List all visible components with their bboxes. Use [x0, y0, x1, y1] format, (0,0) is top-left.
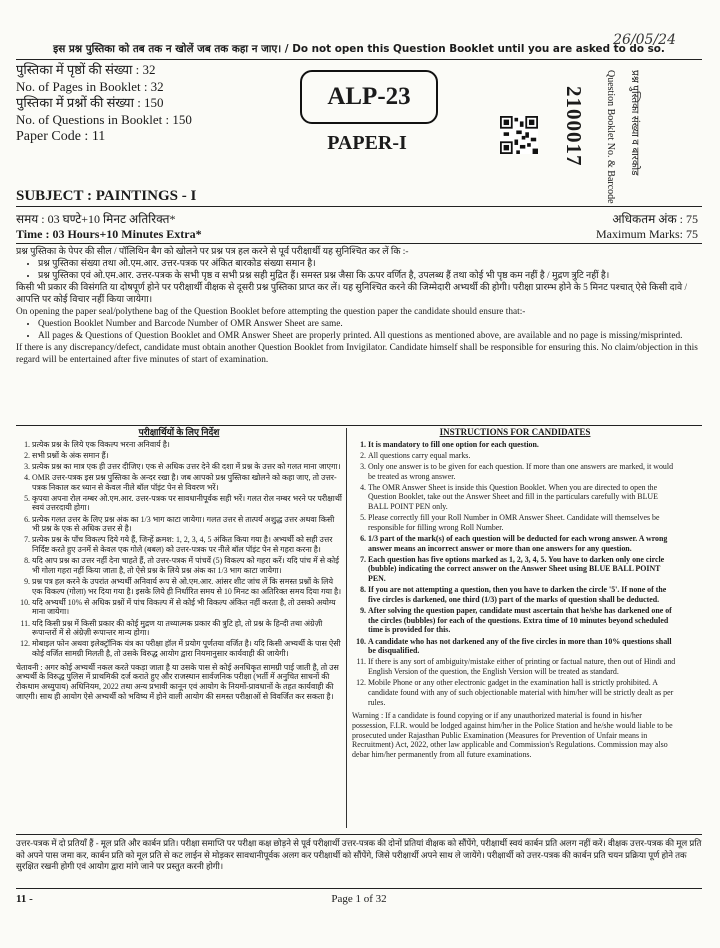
instructions-hindi-title: परीक्षार्थियों के लिए निर्देश — [138, 427, 220, 437]
barcode-qr-icon — [500, 116, 538, 154]
instruction-english-item: 3. Only one answer is to be given for each question. If more than one answers are marked, it would be treated as wrong answer. — [368, 462, 678, 481]
instruction-english-item: 5. Please correctly fill your Roll Number in OMR Answer Sheet. Candidate will themselves be responsible for filling wrong Roll Number. — [368, 513, 678, 532]
instruction-english-item: 7. Each question has five options marked as 1, 2, 3, 4, 5. You have to darken only one circle (bubble) indicating the correct answer on the Answer Sheet using BLUE BALL POINT PEN. — [368, 555, 678, 584]
instruction-english-item: 6. 1/3 part of the mark(s) of each question will be deducted for each wrong answer. A wrong answer means an incorrect answer or more than one answers for any question. — [368, 534, 678, 553]
instruction-hindi-item: 10. यदि अभ्यर्थी 10% से अधिक प्रश्नों में पांच विकल्प में से कोई भी विकल्प अंकित नहीं करता है, तो उसको अयोग्य माना जायेगा। — [32, 598, 342, 617]
instruction-english-item: 8. If you are not attempting a question, then you have to darken the circle '5'. If none of the five circles is darkened, one third (1/3) part of the marks of question shall be deducted. — [368, 585, 678, 604]
serial-number: 2100017 — [562, 86, 586, 167]
general-intro-english: On opening the paper seal/polythene bag of the Question Booklet before attempting the question paper the candidate should ensure that:- — [16, 307, 526, 317]
pages-english: No. of Pages in Booklet : 32 — [16, 78, 164, 94]
instruction-english-item: 12. Mobile Phone or any other electronic gadget in the examination hall is strictly prohibited. A candidate found with any of such objectionable material with him/her will be strictly dealt as per rules. — [368, 678, 678, 707]
instruction-hindi-item: 11. यदि किसी प्रश्न में किसी प्रकार की कोई मुद्रण या तथ्यात्मक प्रकार की त्रुटि हो, तो प्रश्न के हिन्दी तथा अंग्रेज़ी रूपान्तरों में से अंग्रेज़ी रूपान्तर मान्य होगा। — [32, 619, 342, 638]
instruction-hindi-item: 3. प्रत्येक प्रश्न का मात्र एक ही उत्तर दीजिए। एक से अधिक उत्तर देने की दशा में प्रश्न के उत्तर को गलत माना जाएगा। — [32, 462, 342, 472]
booklet-serial — [544, 86, 600, 196]
instruction-english-item: 10. A candidate who has not darkened any of the five circles in more than 10% questions shall be disqualified. — [368, 637, 678, 656]
do-not-open-banner: इस प्रश्न पुस्तिका को तब तक न खोलें जब तक कहा न जाए। / Do not open this Question Booklet until you are asked to do so. — [16, 42, 702, 60]
barcode-label-hindi: प्रश्न पुस्तिका संख्या व बारकोड — [629, 70, 640, 176]
general-bullet-hindi-1: • प्रश्न पुस्तिका संख्या तथा ओ.एम.आर. उत्तर-पत्रक पर अंकित बारकोड संख्या समान है। — [38, 258, 702, 270]
instruction-hindi-item: 12. मोबाइल फोन अथवा इलेक्ट्रॉनिक यंत्र का परीक्षा हॉल में प्रयोग पूर्णतया वर्जित है। यदि किसी अभ्यर्थी के पास ऐसी कोई वर्जित सामग्री मिलती है, तो उसके विरुद्ध आयोग द्वारा नियमानुसार कार्यवाही की जायेगी। — [32, 639, 342, 658]
divider — [16, 206, 702, 207]
general-intro-hindi: प्रश्न पुस्तिका के पेपर की सील / पॉलिथिन बैग को खोलने पर प्रश्न पत्र हल करने से पूर्व परीक्षार्थी यह सुनिश्चित कर लें कि :- — [16, 247, 409, 257]
warning-english: Warning : If a candidate is found copying or if any unauthorized material is found in his/her possession, F.I.R. would be lodged against him/her in the Police Station and he/she would liable to be prosecuted under Rajasthan Public Examination (Measures for Prevention of Unfair means in Recruitment) Act, 2022, other law applicable and Commission's Regulations. Commission may also debar him/her permanently from all future examinations. — [352, 711, 673, 760]
instruction-english-item: 11. If there is any sort of ambiguity/mistake either of printing or factual nature, then out of Hindi and English Version of the question, the English Version will be treated as standard. — [368, 657, 678, 676]
instruction-english-item: 2. All questions carry equal marks. — [368, 451, 678, 461]
answer-sheet-note: उत्तर-पत्रक में दो प्रतियाँ हैं - मूल प्रति और कार्बन प्रति। परीक्षा समाप्ति पर परीक्षा कक्ष छोड़ने से पूर्व परीक्षार्थी उत्तर-पत्रक की दोनों प्रतियां वीक्षक को सौंपेंगे, परीक्षार्थी स्वयं कार्बन प्रति अलग नहीं करें। वीक्षक उत्तर-पत्रक की मूल प्रति को अपने पास जमा कर, कार्बन प्रति को मूल प्रति से कट लाईन से मोड़कर सावधानीपूर्वक अलग कर परीक्षार्थी को सौंपेंगे, जिसे परीक्षार्थी अपने साथ ले जायेंगे। परीक्षार्थी को उत्तर-पत्रक की कार्बन प्रति चयन प्रक्रिया पूर्ण होने तक सुरक्षित रखनी होगी एवं आयोग द्वारा मांगे जाने पर प्रस्तुत करनी होगी। — [16, 834, 702, 873]
instruction-columns — [16, 428, 702, 828]
time-hindi: समय : 03 घण्टे+10 मिनट अतिरिक्त* — [16, 212, 176, 226]
instruction-english-item: 4. The OMR Answer Sheet is inside this Question Booklet. When you are directed to open the Question Booklet, take out the Answer Sheet and fill in the particulars carefully with BLUE BALL POINT PEN only. — [368, 483, 678, 512]
marks-english: Maximum Marks: 75 — [596, 227, 698, 241]
general-para-english: If there is any discrepancy/defect, candidate must obtain another Question Booklet from Invigilator. Candidate himself shall be responsible for ensuring this. No claim/objection in this regard will be entertained after five minutes of start of examination. — [16, 343, 698, 365]
subject-title: SUBJECT : PAINTINGS - I — [16, 188, 197, 204]
instructions-english-title: INSTRUCTIONS FOR CANDIDATES — [439, 427, 591, 437]
divider — [16, 243, 702, 244]
marks-hindi: अधिकतम अंक : 75 — [612, 212, 698, 226]
questions-english: No. of Questions in Booklet : 150 — [16, 111, 192, 127]
general-bullet-english-1: • Question Booklet Number and Barcode Number of OMR Answer Sheet are same. — [38, 318, 702, 330]
instruction-hindi-item: 4. OMR उत्तर-पत्रक इस प्रश्न पुस्तिका के अन्दर रखा है। जब आपको प्रश्न पुस्तिका खोलने को कहा जाए, तो उत्तर-पत्रक निकाल कर ध्यान से केवल नीले बॉल पॉइंट पेन से विवरण भरें। — [32, 473, 342, 492]
time-row-hindi — [16, 210, 702, 227]
general-bullet-english-2: • All pages & Questions of Question Booklet and OMR Answer Sheet are properly printed. All questions as mentioned above, are available and no page is missing/misprinted. — [38, 330, 702, 342]
divider — [16, 425, 702, 426]
instruction-english-item: 9. After solving the question paper, candidate must ascertain that he/she has darkened one of the circles (bubbles) for each of the questions. Extra time of 10 minutes beyond scheduled time is provided for this. — [368, 606, 678, 635]
general-para-hindi: किसी भी प्रकार की विसंगति या दोषपूर्ण होने पर परीक्षार्थी वीक्षक से दूसरी प्रश्न पुस्तिका प्राप्त कर लें। यह सुनिश्चित करने की जिम्मेदारी अभ्यर्थी की होगी। परीक्षा प्रारम्भ होने के 5 मिनट पश्चात् ऐसे किसी दावे / आपत्ति पर कोई विचार नहीं किया जायेगा। — [16, 283, 688, 305]
footer-code: 11 - — [16, 893, 33, 905]
instruction-hindi-item: 1. प्रत्येक प्रश्न के लिये एक विकल्प भरना अनिवार्य है। — [32, 440, 342, 450]
questions-hindi: पुस्तिका में प्रश्नों की संख्या : 150 — [16, 95, 164, 110]
paper-code: Paper Code : 11 — [16, 129, 106, 144]
column-divider — [346, 428, 347, 828]
general-instructions — [16, 246, 702, 366]
instruction-hindi-item: 9. प्रश्न पत्र हल करने के उपरांत अभ्यर्थी अनिवार्य रूप से ओ.एम.आर. आंसर शीट जांच लें कि समस्त प्रश्नों के लिये एक विकल्प (गोला) भर दिया गया है। इसके लिये ही निर्धारित समय से 10 मिनट का अतिरिक्त समय दिया गया है। — [32, 577, 342, 596]
instruction-hindi-item: 8. यदि आप प्रश्न का उत्तर नहीं देना चाहते हैं, तो उत्तर-पत्रक में पांचवें (5) विकल्प को गहरा करें। यदि पांच में से कोई भी गोला गहरा नहीं किया जाता है, तो ऐसे प्रश्न के लिये प्रश्न अंक का 1/3 भाग काटा जायेगा। — [32, 556, 342, 575]
instruction-hindi-item: 5. कृपया अपना रोल नम्बर ओ.एम.आर. उत्तर-पत्रक पर सावधानीपूर्वक सही भरें। गलत रोल नम्बर भरने पर परीक्षार्थी स्वयं उत्तरदायी होगा। — [32, 494, 342, 513]
time-row-english — [16, 227, 702, 242]
question-booklet-cover — [16, 28, 702, 940]
pages-hindi: पुस्तिका में पृष्ठों की संख्या : 32 — [16, 62, 156, 77]
warning-hindi: चेतावनी : अगर कोई अभ्यर्थी नकल करते पकड़ा जाता है या उसके पास से कोई अनधिकृत सामग्री पाई जाती है, तो उस अभ्यर्थी के विरुद्ध पुलिस में प्राथमिकी दर्ज कराते हुए और राजस्थान सार्वजनिक परीक्षा (भर्ती में अनुचित साधनों की रोकथाम अध्युपाय) अधिनियम, 2022 तथा अन्य प्रभावी कानून एवं आयोग के नियमों-प्रावधानों के तहत कार्यवाही की जाएगी। साथ ही आयोग ऐसे अभ्यर्थी को भविष्य में होने वाली आयोग की समस्त परीक्षाओं से विवर्जित कर सकता है। — [16, 662, 339, 701]
instruction-hindi-item: 2. सभी प्रश्नों के अंक समान हैं। — [32, 451, 342, 461]
exam-code-box — [300, 70, 438, 124]
time-english: Time : 03 Hours+10 Minutes Extra* — [16, 227, 202, 241]
barcode-label-english: Question Booklet No. & Barcode — [605, 70, 616, 204]
paper-number: PAPER-I — [327, 132, 407, 154]
page-number: Page 1 of 32 — [331, 893, 387, 905]
instructions-english — [352, 428, 678, 760]
instruction-hindi-item: 6. प्रत्येक गलत उत्तर के लिए प्रश्न अंक का 1/3 भाग काटा जायेगा। गलत उत्तर से तात्पर्य अशुद्ध उत्तर अथवा किसी भी प्रश्न के एक से अधिक उत्तर से है। — [32, 515, 342, 534]
handwritten-date: 26/05/24 — [613, 32, 676, 48]
exam-code: ALP-23 — [327, 83, 411, 110]
booklet-info — [16, 62, 306, 146]
page-footer — [16, 888, 702, 905]
instruction-hindi-item: 7. प्रत्येक प्रश्न के पाँच विकल्प दिये गये हैं, जिन्हें क्रमश: 1, 2, 3, 4, 5 अंकित किया गया है। अभ्यर्थी को सही उत्तर निर्दिष्ट करते हुए उनमें से केवल एक गोले (बबल) को उत्तर-पत्रक पर नीले बॉल पॉइंट पेन से गहरा करना है। — [32, 535, 342, 554]
instruction-english-item: 1. It is mandatory to fill one option for each question. — [368, 440, 678, 450]
instructions-hindi — [16, 428, 342, 702]
general-bullet-hindi-2: • प्रश्न पुस्तिका एवं ओ.एम.आर. उत्तर-पत्रक के सभी पृष्ठ व सभी प्रश्न सही मुद्रित हैं। समस्त प्रश्न जैसा कि ऊपर वर्णित है, उपलब्ध हैं तथा कोई भी पृष्ठ कम नहीं है / मुद्रण त्रुटि नहीं है। — [38, 270, 702, 282]
